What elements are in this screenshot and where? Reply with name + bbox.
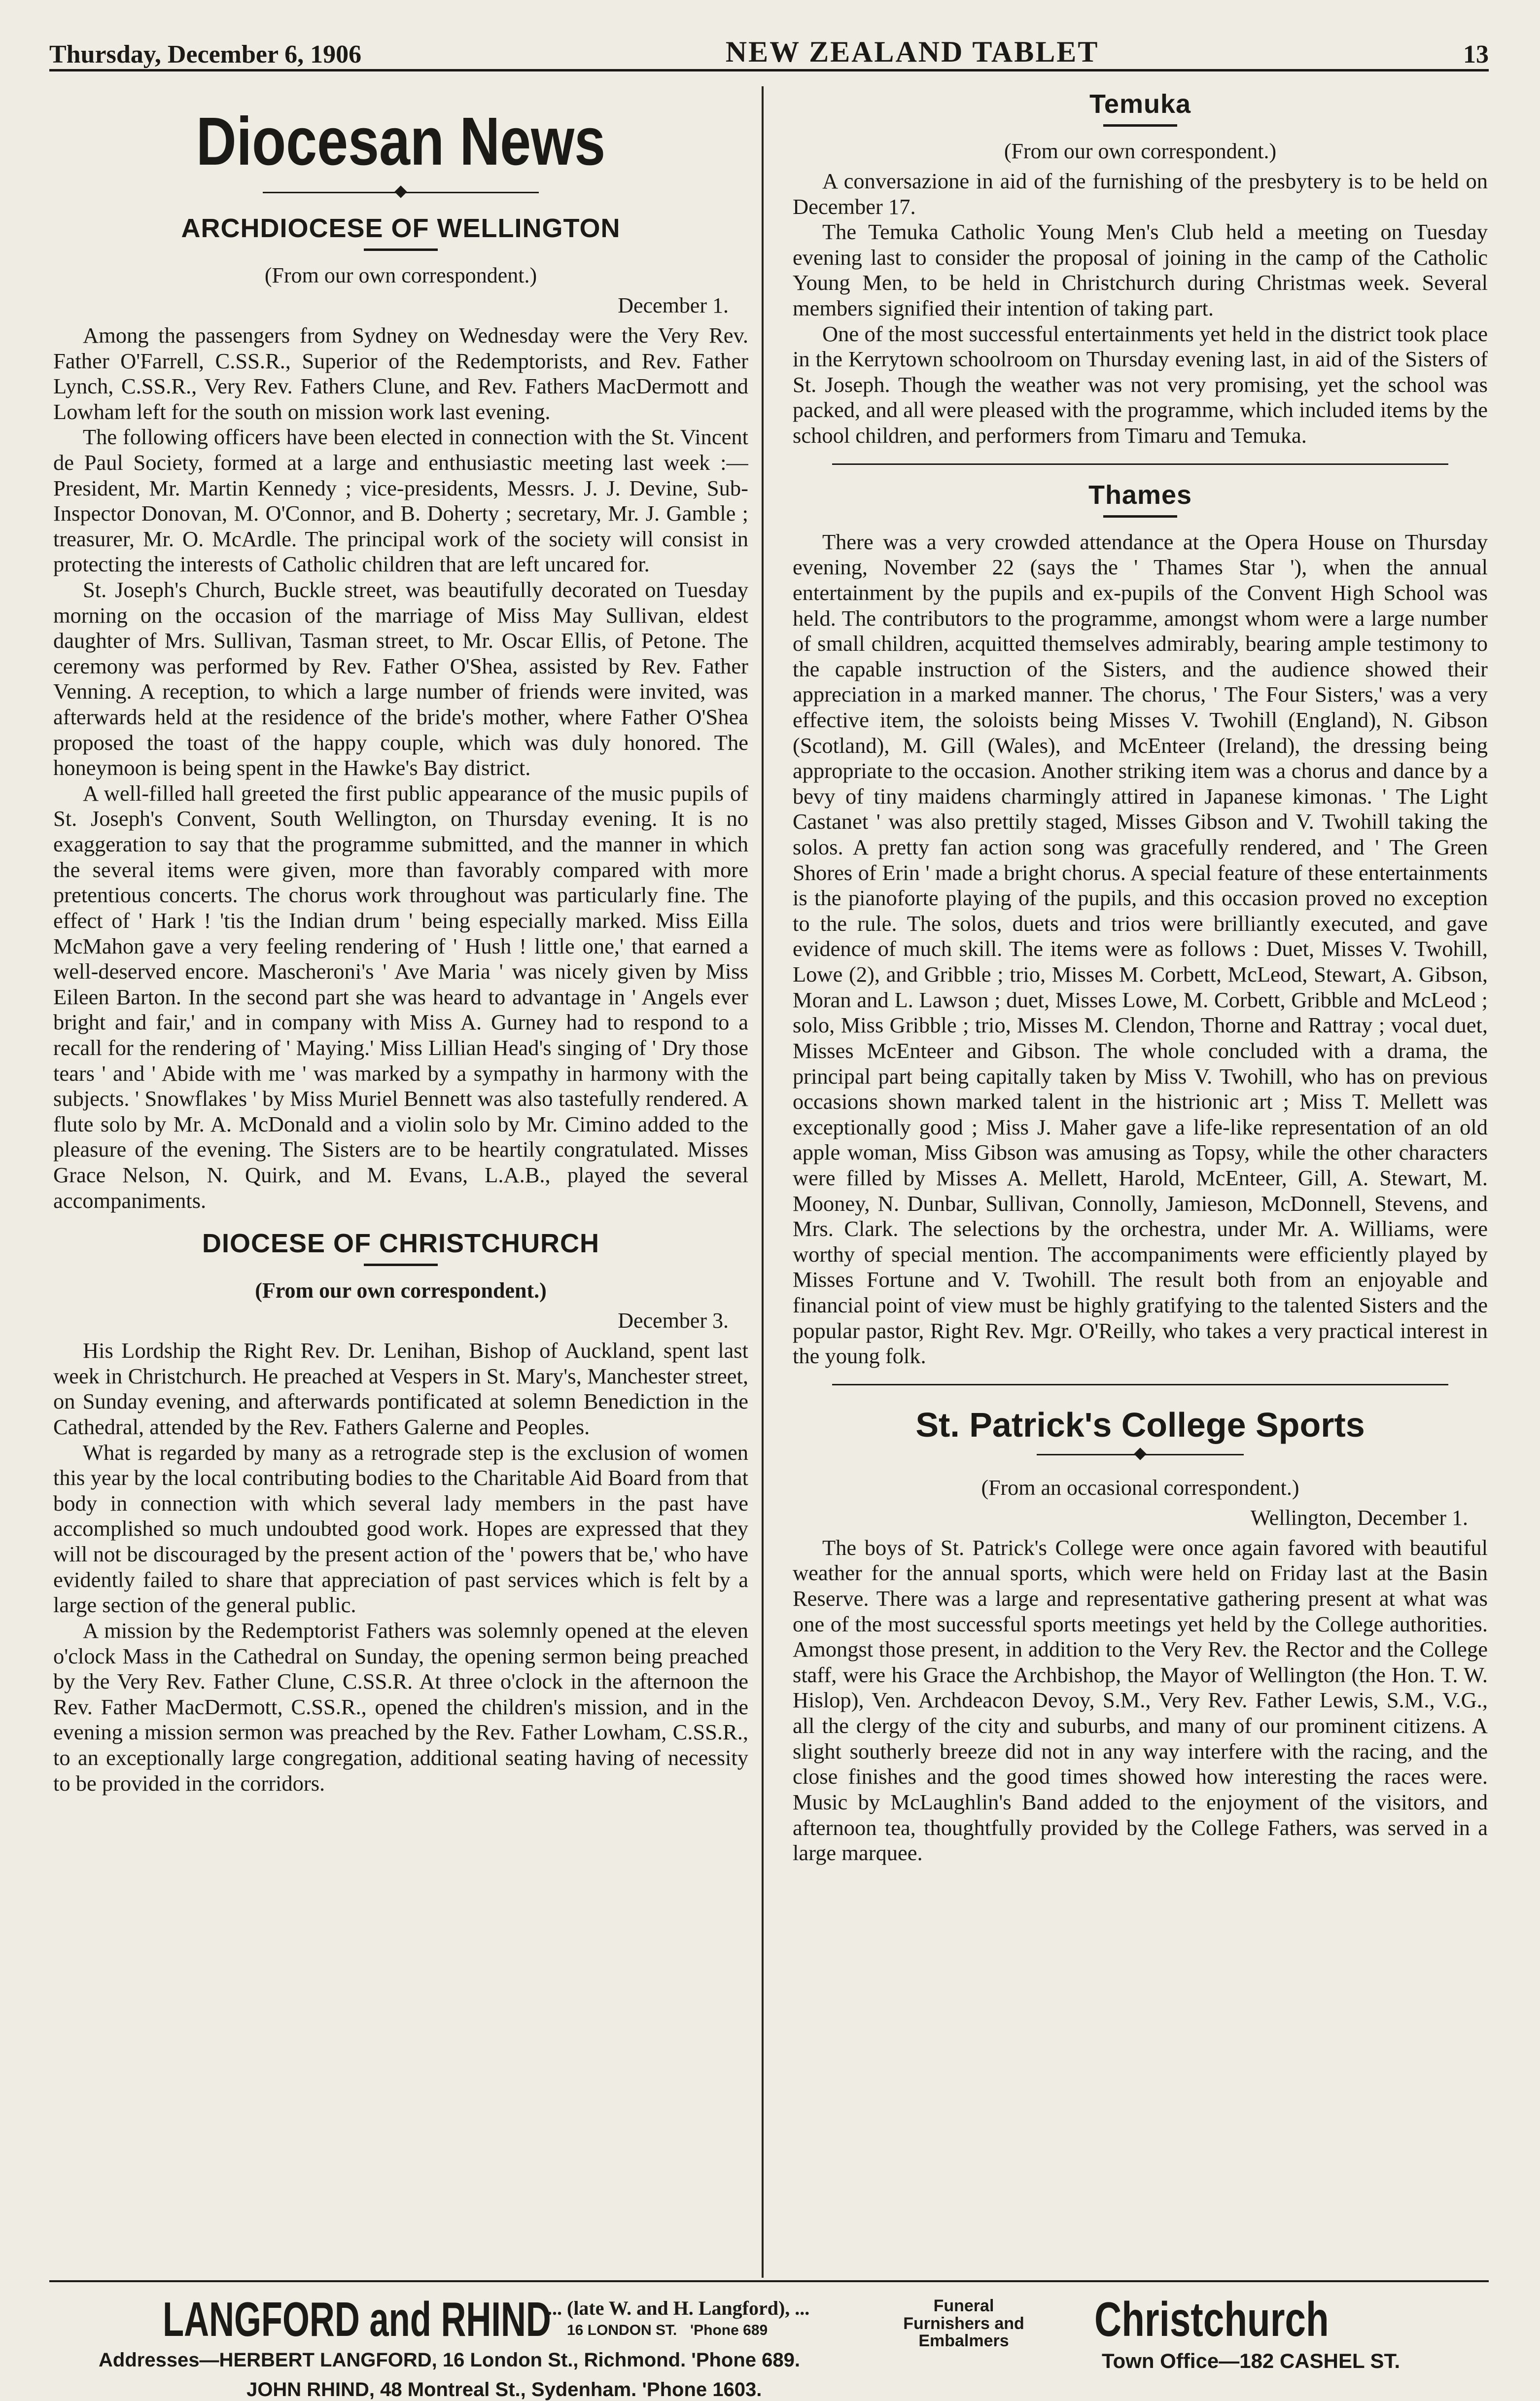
page-header: [49, 27, 1489, 71]
page-number: 13: [1463, 40, 1489, 69]
ornamental-rule: [1037, 1449, 1244, 1460]
article-paragraph: A well-filled hall greeted the first public appearance of the music pupils of St. Joseph's Convent, South Wellington, on Thursday evening. It is no exaggeration to say that the programme submitted, and the manner in which the several items were given, more than favorably compared with more pretentious concerts. The chorus work throughout was particularly fine. The effect of ' Hark ! 'tis the Indian drum ' being especially marked. Miss Eilla McMahon gave a very feeling rendering of ' Hush ! little one,' that earned a well-deserved encore. Mascheroni's ' Ave Maria ' was nicely given by Miss Eileen Barton. In the second part she was heard to advantage in ' Angels ever bright and fair,' and in company with Miss A. Gurney had to respond to a recall for the rendering of ' Maying.' Miss Lillian Head's singing of ' Dry those tears ' and ' Abide with me ' was marked by a sympathy in harmony with the subjects. ' Snowflakes ' by Miss Muriel Bennett was also tastefully rendered. A flute solo by Mr. A. McDonald and a violin solo by Mr. Cimino added to the pleasure of the evening. The Sisters are to be heartily congratulated. Misses Grace Nelson, N. Quirk, and M. Evans, L.A.B., played the several accompaniments.: [53, 780, 748, 1213]
section-masthead: Diocesan News: [196, 104, 606, 179]
heading-rule: [1103, 124, 1177, 127]
paper-title: NEW ZEALAND TABLET: [725, 35, 1099, 68]
article-paragraph: There was a very crowded attendance at the Opera House on Thursday evening, November 22 (says the ' Thames Star '), when the annual entertainment by the pupils and ex-pupils of the Convent High School was held. The contributors to the programme, amongst whom were a large number of small children, acquitted themselves admirably, bearing ample testimony to the capable instruction of the Sisters, and the audience showed their appreciation in a marked manner. The chorus, ' The Four Sisters,' was a very effective item, the soloists being Misses V. Twohill (England), N. Gibson (Scotland), M. Gill (Wales), and McEnteer (Ireland), the dressing being appropriate to the occasion. Another striking item was a chorus and dance by a bevy of tiny maidens charmingly attired in Japanese kimonas. ' The Light Castanet ' was also prettily staged, Misses Gibson and V. Twohill taking the solos. A pretty fan action song was gracefully rendered, and ' The Green Shores of Erin ' made a bright chorus. A special feature of these entertainments is the pianoforte playing of the pupils, and this occasion proved no exception to the rule. The solos, duets and trios were brilliantly executed, and gave evidence of much skill. The items were as follows : Duet, Misses V. Twohill, Lowe (2), and Gribble ; trio, Misses M. Corbett, McLeod, Stewart, A. Gibson, Moran and L. Lawson ; duet, Misses Lowe, M. Corbett, Gribble and McLeod ; solo, Miss Gribble ; trio, Misses M. Clendon, Thorne and Rattray ; vocal duet, Misses McEnteer and Gibson. The whole concluded with a drama, the principal part being capitally taken by Miss V. Twohill, who has on previous occasions shown marked talent in the histrionic art ; Miss T. Mellett was exceptionally good ; Miss J. Maher gave a life-like representation of an old apple woman, Miss Gibson was amusing as Topsy, while the other characters were filled by Misses A. Mellett, Harold, McEnteer, Gill, A. Stewart, M. Mooney, N. Dunbar, Sullivan, Connolly, Jamieson, McDonnell, Stevens, and Mrs. Clark. The selections by the orchestra, under Mr. A. Williams, were worthy of special mention. The accompaniments were efficiently played by Misses Fortune and V. Twohill. The result both from an enjoyable and financial point of view must be highly gratifying to the talented Sisters and the popular pastor, Right Rev. Mgr. O'Reilly, who takes a very practical interest in the young folk.: [793, 529, 1488, 1369]
article-paragraph: His Lordship the Right Rev. Dr. Lenihan, Bishop of Auckland, spent last week in Christchurch. He preached at Vespers in St. Mary's, Manchester street, on Sunday evening, and afterwards pontificated at solemn Benediction in the Cathedral, attended by the Rev. Fathers Galerne and Peoples.: [53, 1338, 748, 1440]
advertisement: [49, 2288, 1489, 2400]
left-column: [53, 86, 748, 2273]
article-paragraph: What is regarded by many as a retrograde step is the exclusion of women this year by the local contributing bodies to the Charitable Aid Board from that body in connection with which several lady members in the past have accomplished so much undoubted good work. Hopes are expressed that they will not be discouraged by the present action of the ' powers that be,' who have evidently failed to share that appreciation of past services which is felt by a large section of the general public.: [53, 1440, 748, 1618]
article-paragraph: The following officers have been elected in connection with the St. Vincent de Paul Society, formed at a large and enthusiastic meeting last week :—President, Mr. Martin Kennedy ; vice-presidents, Messrs. J. J. Devine, Sub-Inspector Donovan, M. O'Connor, and B. Doherty ; secretary, Mr. J. Gamble ; treasurer, Mr. O. McArdle. The principal work of the society will consist in protecting the interests of Catholic children that are left uncared for.: [53, 424, 748, 577]
stpatricks-dateline: Wellington, December 1.: [1250, 1505, 1468, 1530]
thames-heading: Thames: [1088, 480, 1192, 510]
advert-street: 16 LONDON ST.: [567, 2322, 677, 2338]
heading-rule: [364, 248, 438, 251]
heading-rule: [364, 1264, 438, 1266]
advert-city: Christchurch: [1094, 2292, 1329, 2346]
article-paragraph: A conversazione in aid of the furnishing of the presbytery is to be held on December 17.: [793, 169, 1488, 219]
ornamental-rule: [263, 187, 539, 198]
advert-town-office: Town Office—182 CASHEL ST.: [1102, 2349, 1400, 2372]
advert-rule: [49, 2280, 1489, 2282]
issue-date: Thursday, December 6, 1906: [49, 40, 362, 69]
article-paragraph: A mission by the Redemptorist Fathers was solemnly opened at the eleven o'clock Mass in the Cathedral on Sunday, the opening sermon being preached by the Very Rev. Father Clune, C.SS.R. At three o'clock in the afternoon the Rev. Father MacDermott, C.SS.R., opened the children's mission, and in the evening a mission sermon was preached by the Rev. Father Lowham, C.SS.R., to an exceptionally large congregation, additional seating having of necessity to be provided in the corridors.: [53, 1618, 748, 1796]
article-paragraph: The Temuka Catholic Young Men's Club held a meeting on Tuesday evening last to consider the proposal of joining in the camp of the Catholic Young Men, to be held in Christchurch during Christmas week. Several members signified their intention of taking part.: [793, 219, 1488, 321]
stpatricks-heading: St. Patrick's College Sports: [915, 1405, 1365, 1444]
article-paragraph: Among the passengers from Sydney on Wednesday were the Very Rev. Father O'Farrell, C.SS.R., Superior of the Redemptorists, and Rev. Father Lynch, C.SS.R., Very Rev. Fathers Clune, and Rev. Fathers MacDermott and Lowham left for the south on mission work last evening.: [53, 322, 748, 424]
wellington-heading: ARCHDIOCESE OF WELLINGTON: [181, 213, 621, 243]
stpatricks-byline: (From an occasional correspondent.): [981, 1475, 1299, 1500]
article-paragraph: The boys of St. Patrick's College were once again favored with beautiful weather for the annual sports, which were held on Friday last at the Basin Reserve. There was a large and representative gathering present at what was one of the most successful sports meetings yet held by the College authorities. Amongst those present, in addition to the Very Rev. the Rector and the College staff, were his Grace the Archbishop, the Mayor of Wellington (the Hon. T. W. Hislop), Ven. Archdeacon Devoy, S.M., Very Rev. Father Lewis, S.M., V.G., all the clergy of the city and suburbs, and many of our prominent citizens. A slight southerly breeze did not in any way interfere with the racing, and the close finishes and the good times showed how interesting the races were. Music by McLaughlin's Band added to the enjoyment of the visitors, and afternoon tea, thoughtfully provided by the College Fathers, was served in a large marquee.: [793, 1535, 1488, 1866]
heading-rule: [1103, 515, 1177, 518]
advert-services: Funeral Furnishers and Embalmers: [903, 2296, 1024, 2351]
wellington-byline: (From our own correspondent.): [264, 263, 537, 287]
christchurch-dateline: December 3.: [618, 1308, 729, 1333]
advert-phone: 'Phone 689: [690, 2322, 768, 2338]
advert-late-note: ... (late W. and H. Langford), ...: [547, 2297, 810, 2319]
christchurch-heading: DIOCESE OF CHRISTCHURCH: [202, 1229, 600, 1259]
right-column: [793, 86, 1488, 2273]
christchurch-byline: (From our own correspondent.): [255, 1278, 547, 1303]
advert-brand: LANGFORD and RHIND: [163, 2292, 551, 2346]
section-divider: [832, 463, 1448, 465]
temuka-heading: Temuka: [1089, 89, 1191, 119]
section-divider: [832, 1384, 1448, 1385]
advert-second-address: JOHN RHIND, 48 Montreal St., Sydenham. 'Phone 1603.: [246, 2379, 762, 2401]
advert-address: Addresses—HERBERT LANGFORD, 16 London St., Richmond. 'Phone 689.: [99, 2349, 801, 2371]
article-paragraph: St. Joseph's Church, Buckle street, was beautifully decorated on Tuesday morning on the occasion of the marriage of Miss May Sullivan, eldest daughter of Mrs. Sullivan, Tasman street, to Mr. Oscar Ellis, of Petone. The ceremony was performed by Rev. Father O'Shea, assisted by Rev. Father Venning. A reception, to which a large number of friends were invited, was afterwards held at the residence of the bride's mother, where Father O'Shea proposed the toast of the happy couple, which was duly honored. The honeymoon is being spent in the Hawke's Bay district.: [53, 577, 748, 780]
temuka-byline: (From our own correspondent.): [1004, 139, 1277, 163]
column-divider: [762, 86, 764, 2278]
article-paragraph: One of the most successful entertainments yet held in the district took place in the Kerrytown schoolroom on Thursday evening last, in aid of the Sisters of St. Joseph. Though the weather was not very promising, yet the school was packed, and all were pleased with the programme, which included items by the school children, and performers from Timaru and Temuka.: [793, 321, 1488, 448]
wellington-dateline: December 1.: [618, 293, 729, 318]
